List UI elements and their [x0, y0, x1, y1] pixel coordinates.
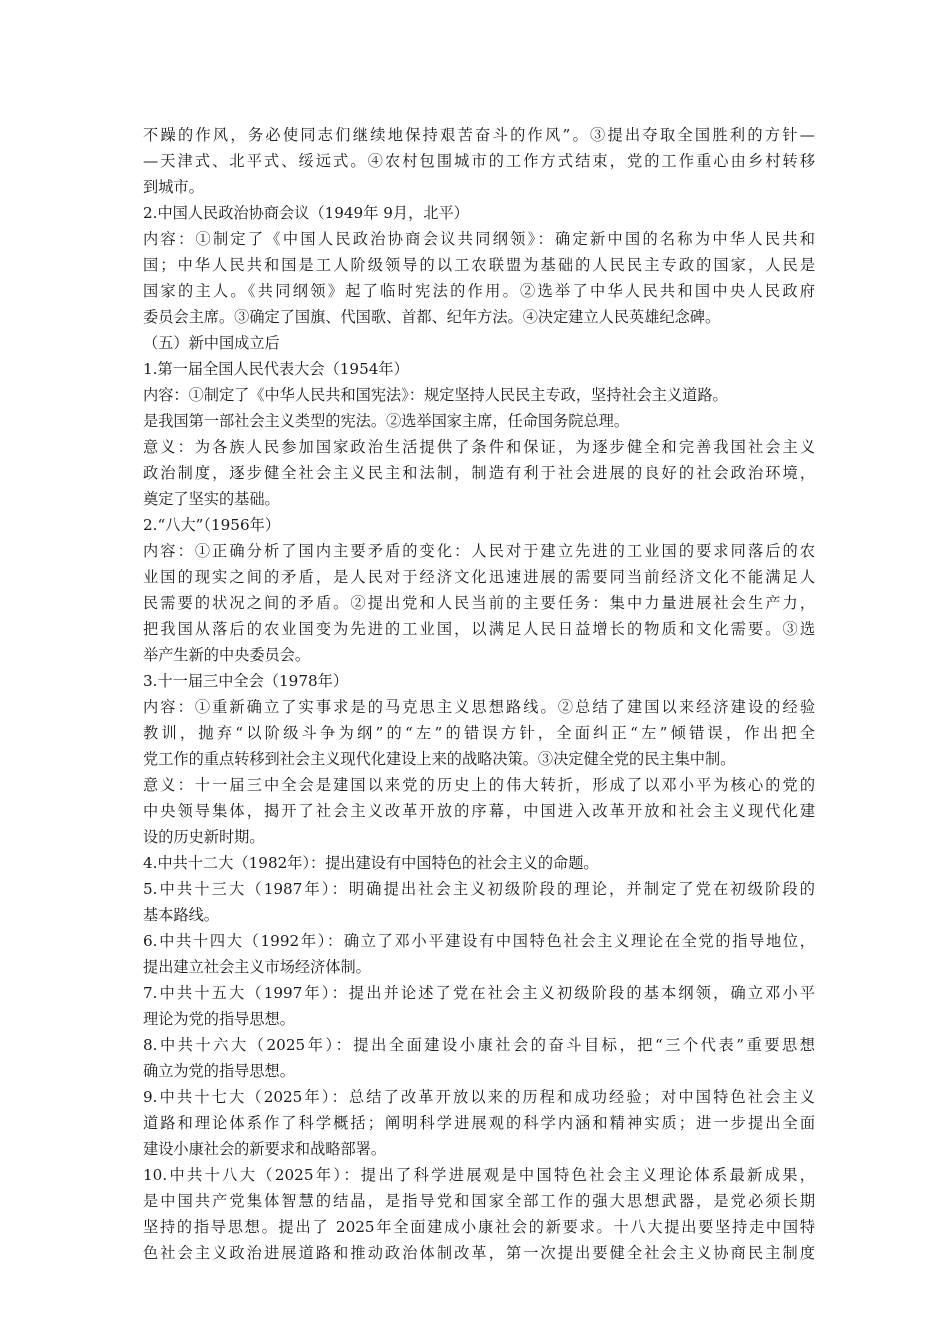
text-line: 意义：十一届三中全会是建国以来党的历史上的伟大转折，形成了以邓小平为核心的党的	[143, 776, 815, 794]
text-line: 内容：①制定了《中华人民共和国宪法》：规定坚持人民民主专政，坚持社会主义道路。	[143, 386, 728, 404]
text-line: 10.中共十八大（2025年）：提出了科学进展观是中国特色社会主义理论体系最新成果，	[143, 1166, 815, 1184]
text-line: 8.中共十六大（2025年）：提出全面建设小康社会的奋斗目标，把“三个代表”重要思想	[143, 1036, 815, 1054]
text-line: 内容：①重新确立了实事求是的马克思主义思想路线。②总结了建国以来经济建设的经验	[143, 698, 815, 716]
text-line: 中央领导集体，揭开了社会主义改革开放的序幕，中国进入改革开放和社会主义现代化建	[143, 802, 815, 820]
text-line: 设的历史新时期。	[143, 828, 265, 846]
text-line: 3.十一届三中全会（1978年）	[143, 672, 349, 690]
text-line: 9.中共十七大（2025年）：总结了改革开放以来的历程和成功经验；对中国特色社会主义	[143, 1088, 815, 1106]
text-line: 建设小康社会的新要求和战略部署。	[143, 1140, 386, 1158]
text-line: 教训，抛弃“以阶级斗争为纲”的“左”的错误方针，全面纠正“左”倾错误，作出把全	[143, 724, 815, 742]
text-line: —天津式、北平式、绥远式。④农村包围城市的工作方式结束，党的工作重心由乡村转移	[143, 152, 815, 170]
text-line: 2.中国人民政治协商会议（1949年 9月，北平）	[143, 204, 469, 222]
text-line: 党工作的重点转移到社会主义现代化建设上来的战略决策。③决定健全党的民主集中制。	[143, 750, 736, 768]
text-line: 是我国第一部社会主义类型的宪法。②选举国家主席，任命国务院总理。	[143, 412, 629, 430]
text-line: 确立为党的指导思想。	[143, 1062, 295, 1080]
text-line: 举产生新的中央委员会。	[143, 646, 311, 664]
text-line: （五）新中国成立后	[143, 334, 280, 352]
document-body	[143, 122, 815, 1266]
text-line: 1.第一届全国人民代表大会（1954年）	[143, 360, 409, 378]
text-line: 到城市。	[143, 178, 204, 196]
text-line: 5.中共十三大（1987年）：明确提出社会主义初级阶段的理论，并制定了党在初级阶段的	[143, 880, 815, 898]
text-line: 民需要的状况之间的矛盾。②提出党和人民当前的主要任务：集中力量进展社会生产力，	[143, 594, 815, 612]
text-line: 道路和理论体系作了科学概括；阐明科学进展观的科学内涵和精神实质；进一步提出全面	[143, 1114, 815, 1132]
text-line: 意义：为各族人民参加国家政治生活提供了条件和保证，为逐步健全和完善我国社会主义	[143, 438, 815, 456]
text-line: 2.“八大”（1956年）	[143, 516, 281, 534]
text-line: 国家的主人。《共同纲领》起了临时宪法的作用。②选举了中华人民共和国中央人民政府	[143, 282, 815, 300]
text-line: 7.中共十五大（1997年）：提出并论述了党在社会主义初级阶段的基本纲领，确立邓小平	[143, 984, 815, 1002]
text-line: 奠定了坚实的基础。	[143, 490, 280, 508]
text-line: 委员会主席。③确定了国旗、代国歌、首都、纪年方法。④决定建立人民英雄纪念碑。	[143, 308, 721, 326]
text-line: 把我国从落后的农业国变为先进的工业国，以满足人民日益增长的物质和文化需要。③选	[143, 620, 815, 638]
text-line: 国；中华人民共和国是工人阶级领导的以工农联盟为基础的人民民主专政的国家，人民是	[143, 256, 815, 274]
text-line: 基本路线。	[143, 906, 219, 924]
text-line: 不躁的作风，务必使同志们继续地保持艰苦奋斗的作风”。③提出夺取全国胜利的方针—	[143, 126, 815, 144]
text-line: 内容：①制定了《中国人民政治协商会议共同纲领》：确定新中国的名称为中华人民共和	[143, 230, 815, 248]
text-line: 坚持的指导思想。提出了 2025年全面建成小康社会的新要求。十八大提出要坚持走中国特	[143, 1218, 815, 1236]
text-line: 内容：①正确分析了国内主要矛盾的变化：人民对于建立先进的工业国的要求同落后的农	[143, 542, 815, 560]
text-line: 6.中共十四大（1992年）：确立了邓小平建设有中国特色社会主义理论在全党的指导地位，	[143, 932, 815, 950]
text-line: 是中国共产党集体智慧的结晶，是指导党和国家全部工作的强大思想武器，是党必须长期	[143, 1192, 815, 1210]
text-line: 理论为党的指导思想。	[143, 1010, 295, 1028]
text-line: 业国的现实之间的矛盾，是人民对于经济文化迅速进展的需要同当前经济文化不能满足人	[143, 568, 815, 586]
text-line: 政治制度，逐步健全社会主义民主和法制，制造有利于社会进展的良好的社会政治环境，	[143, 464, 815, 482]
text-line: 提出建立社会主义市场经济体制。	[143, 958, 371, 976]
text-line: 色社会主义政治进展道路和推动政治体制改革，第一次提出要健全社会主义协商民主制度	[143, 1244, 815, 1262]
text-line: 4.中共十二大（1982年）：提出建设有中国特色的社会主义的命题。	[143, 854, 599, 872]
